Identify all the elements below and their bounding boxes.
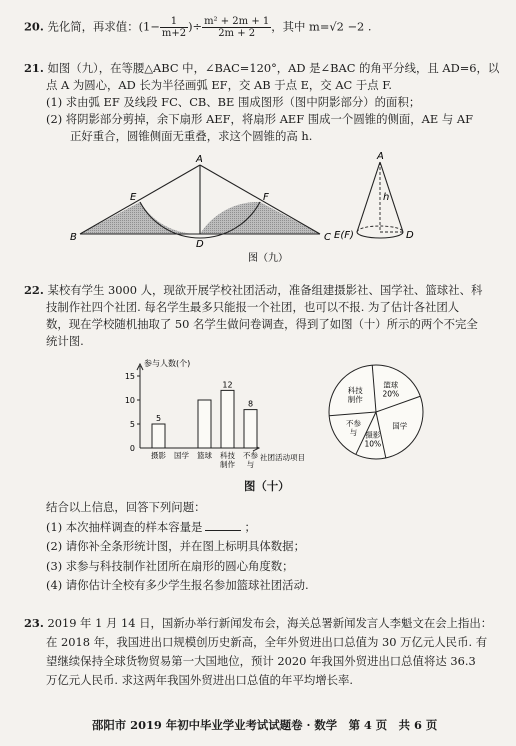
pie-slice-label-0: 20%	[382, 389, 400, 399]
q20-number: 20.	[24, 19, 44, 34]
q20-lparen: (1−	[138, 19, 160, 34]
cone-label-D: D	[406, 230, 414, 241]
q21-line1: 如图（九），在等腰△ABC 中，∠BAC=120°，AD 是∠BAC 的角平分线，且 AD=6，以	[47, 61, 500, 75]
shaded-region-left	[80, 202, 200, 234]
label-F: F	[263, 192, 269, 203]
bar-data-label: 5	[155, 414, 162, 423]
bar-y-label: 参与人数(个)	[144, 359, 191, 368]
q23-line2: 在 2018 年，我国进出口规模创历史新高，全年外贸进出口总值为 30 万亿元人民币. 有	[46, 635, 488, 649]
q22-line4: 统计图.	[46, 334, 84, 348]
label-E: E	[130, 192, 137, 203]
pie-slice-label-4: 科技	[347, 385, 363, 395]
q20-frac2-denominator: 2m + 2	[218, 28, 256, 39]
q21-line5: 正好重合，圆锥侧面无重叠，求这个圆锥的高 h.	[70, 129, 313, 143]
pie-slice-label-3: 不参	[346, 418, 362, 428]
bar-chart	[110, 356, 320, 474]
q22-ask1-end: ；	[244, 519, 256, 534]
q20-frac1-numerator: 1	[160, 16, 188, 28]
q22-ask4: (4) 请你估计全校有多少学生报名参加篮球社团活动.	[46, 578, 309, 592]
cone-label-A: A	[377, 151, 384, 162]
q22-ask1: (1) 本次抽样调查的样本容量是	[46, 519, 203, 534]
bar-category-label: 与	[246, 460, 255, 469]
pie-slice-label-0: 篮球	[383, 380, 399, 390]
q20-fraction-2	[202, 16, 271, 39]
q20-frac2-numerator: m² + 2m + 1	[204, 16, 270, 27]
bar-data-label: 8	[247, 399, 254, 409]
q20-tail: ，其中 m=√2 −2 .	[271, 19, 372, 34]
q22-line2: 技制作社四个社团. 每名学生最多只能报一个社团，也可以不报. 为了估计各社团人	[46, 300, 460, 314]
pie-slice-label-2: 10%	[364, 439, 382, 449]
bar-data-label: 12	[222, 380, 233, 390]
label-A: A	[196, 154, 203, 165]
q20-frac1-denominator: m+2	[161, 28, 187, 39]
label-B: B	[70, 232, 77, 243]
figure-10-caption: 图（十）	[244, 479, 290, 493]
label-D: D	[196, 239, 204, 250]
figure-9	[70, 150, 470, 270]
q22-number: 22.	[24, 283, 44, 297]
pie-marks	[329, 365, 423, 459]
bar-y-tick-label: 0	[129, 444, 135, 453]
bar-category-label: 篮球	[197, 451, 212, 460]
page-footer: 邵阳市 2019 年初中毕业学业考试试题卷 · 数学 第 4 页 共 6 页	[92, 718, 438, 732]
bar-category-label: 不参	[243, 451, 258, 460]
q22-ask2: (2) 请你补全条形统计图，并在图上标明具体数据；	[46, 539, 305, 553]
q20-lead: 先化简，再求值：	[47, 19, 139, 34]
question-20	[24, 16, 372, 39]
q23-line1: 2019 年 1 月 14 日，国新办举行新闻发布会，海关总署新闻发言人李魁文在会上指出：	[47, 616, 493, 630]
bar-category-label: 国学	[174, 451, 189, 460]
q21-line2: 点 A 为圆心，AD 长为半径画弧 EF，交 AB 于点 E，交 AC 于点 F.	[46, 78, 393, 92]
shaded-region-right	[200, 202, 320, 234]
pie-chart	[318, 358, 436, 468]
q21-line3: (1) 求由弧 EF 及线段 FC、CB、BE 围成图形（图中阴影部分）的面积；	[46, 95, 421, 109]
bar-y-tick-label: 15	[124, 372, 135, 381]
q23-line4: 万亿元人民币. 求这两年我国外贸进出口总值的年平均增长率.	[46, 673, 354, 687]
bar-x-label: 社团活动项目	[260, 453, 305, 462]
bar-2	[198, 400, 211, 448]
q22-answer-blank	[205, 518, 241, 531]
q22-questions	[46, 498, 309, 596]
bar-y-tick-label: 10	[124, 396, 135, 405]
bar-category-label: 制作	[220, 460, 235, 469]
q21-number: 21.	[24, 61, 44, 75]
bar-0	[152, 424, 165, 448]
q23-line3: 望继续保持全球货物贸易第一大国地位，预计 2020 年我国外贸进出口总值将达 36.3	[46, 654, 476, 668]
pie-slice-label-3: 与	[349, 427, 358, 437]
q20-rparen: )÷	[188, 19, 203, 34]
pie-slice-label-1: 国学	[392, 421, 408, 431]
q22-line3: 数，现在学校随机抽取了 50 名学生做问卷调查，得到了如图（十）所示的两个不完全	[46, 317, 478, 331]
cone-left-edge	[357, 162, 380, 232]
question-21	[24, 60, 499, 145]
q22-intro: 结合以上信息，回答下列问题：	[46, 500, 206, 514]
q20-fraction-1	[160, 16, 188, 39]
question-22	[24, 282, 482, 350]
cone-label-EF: E(F)	[334, 230, 354, 241]
bar-y-tick-label: 5	[129, 420, 135, 429]
bar-category-label: 摄影	[151, 451, 166, 460]
bar-marks	[125, 372, 259, 469]
q22-ask3: (3) 求参与科技制作社团所在扇形的圆心角度数；	[46, 558, 294, 573]
q23-number: 23.	[24, 616, 44, 630]
cone-base-front	[357, 232, 403, 238]
q22-line1: 某校有学生 3000 人，现欲开展学校社团活动，准备组建摄影社、国学社、篮球社、科	[47, 283, 483, 297]
cone-label-h: h	[383, 192, 390, 203]
bar-3	[221, 390, 234, 448]
label-C: C	[324, 232, 331, 243]
q21-line4: (2) 将阴影部分剪掉，余下扇形 AEF，将扇形 AEF 围成一个圆锥的侧面，AE 与 AF	[46, 112, 473, 126]
pie-slice-label-4: 制作	[347, 394, 363, 404]
pie-slice-label-2: 摄影	[365, 430, 381, 440]
question-23	[24, 614, 492, 690]
bar-category-label: 科技	[220, 451, 235, 460]
figure-9-caption: 图（九）	[248, 253, 288, 264]
bar-4	[244, 410, 257, 448]
